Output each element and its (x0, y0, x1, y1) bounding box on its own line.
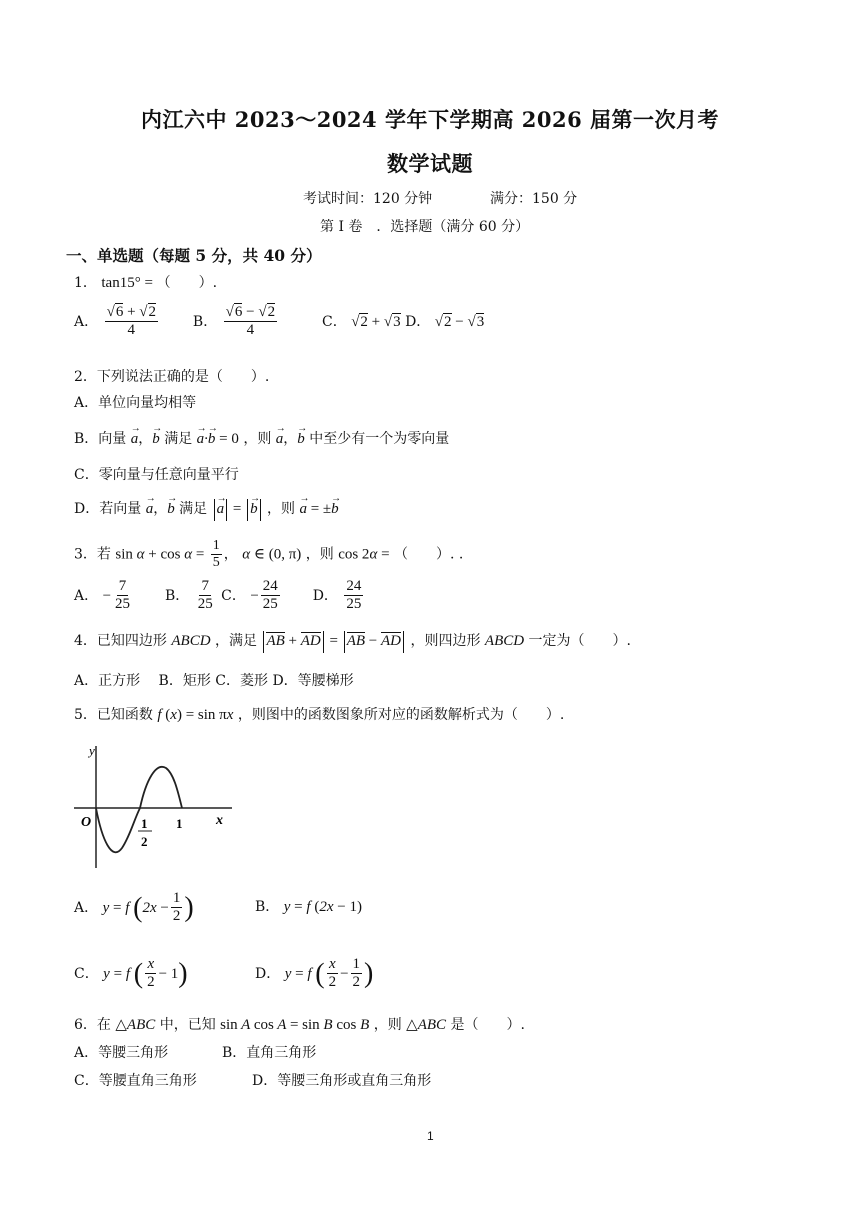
question-2-option-b: B．向量 → a，→ b 满足 → a·→ b = 0 ，则 → a，→ b 中至少有一个为零向量 (74, 428, 449, 448)
question-3-options: A． − $\frac{7}{25}$ B． $\frac{7}{25}$ C． − $\frac{24}{25}$ D． $\frac{24}{25}$ (74, 578, 362, 613)
question-number: 3．若 (74, 546, 111, 563)
question-text: ，则 (373, 1017, 402, 1033)
option-text: 满足 (179, 501, 208, 517)
question-text: 6．在 (74, 1017, 111, 1033)
option-a-math: $\frac{√6 + √2}{4}$ (106, 304, 157, 339)
question-5-stem: 5．已知函数 f (x) = sin πx ，则图中的函数图象所对应的函数解析式为（ ）. (74, 707, 565, 723)
option-d-math: √2 − √3 (434, 313, 485, 330)
question-text: 5．已知函数 (74, 707, 153, 723)
question-tail: （ ）. . (393, 546, 464, 563)
question-6-option-b: B．直角三角形 (222, 1045, 317, 1061)
question-text: ，满足 (215, 633, 257, 649)
full-score: 满分：150 分 (490, 191, 578, 207)
option-c-label: C． (322, 313, 347, 330)
question-5-option-a: A． y = f (2x − $\frac{1}{2}$ ) (74, 890, 194, 925)
option-text: B．向量 (74, 431, 127, 447)
question-tail: ，则图中的函数图象所对应的函数解析式为（ ）. (237, 707, 565, 723)
question-2-stem: 2．下列说法正确的是（ ）. (74, 369, 270, 385)
exam-subject: 数学试题 (387, 151, 473, 176)
option-b-math: $\frac{√6 - √2}{4}$ (225, 304, 276, 339)
option-a-label: A． (74, 899, 99, 916)
option-d-label: D． (312, 587, 338, 604)
tick-one: 1 (176, 816, 183, 831)
function-graph (64, 740, 244, 875)
sine-curve (96, 767, 182, 852)
option-c-label: C． (221, 587, 246, 604)
option-text: 中至少有一个为零向量 (309, 431, 450, 447)
question-6-option-a: A．等腰三角形 (74, 1045, 169, 1061)
option-text: D．若向量 (74, 501, 142, 517)
section-heading: 一、单选题（每题 5 分，共 40 分） (66, 246, 322, 265)
question-1-stem: 1． tan15° = （ ）. (74, 275, 218, 291)
origin-label: O (81, 815, 92, 830)
question-tail: 一定为（ ）. (528, 633, 631, 649)
question-text: 中，已知 (159, 1017, 216, 1033)
question-tail: （ ）. (156, 275, 218, 291)
option-text: ，则 (243, 431, 272, 447)
option-b-label: B． (192, 313, 218, 330)
question-text: ，则 (305, 546, 334, 563)
option-b-label: B． (255, 899, 280, 915)
tick-half-numerator: 1 (141, 816, 148, 831)
exam-time: 考试时间：120 分钟 (303, 191, 433, 207)
option-c-math: √2 + √3 (351, 313, 401, 330)
option-text: 满足 (164, 431, 193, 447)
option-a-label: A． (74, 313, 99, 330)
x-axis-label: x (216, 813, 223, 828)
question-6-option-d: D．等腰三角形或直角三角形 (252, 1073, 432, 1089)
question-5-option-b: B． y = f (2x − 1) (255, 899, 362, 915)
question-text: 4．已知四边形 (74, 633, 167, 649)
question-tail: 是（ ）. (450, 1017, 525, 1033)
question-4-options: A．正方形 B．矩形 C．菱形 D．等腰梯形 (74, 673, 354, 689)
question-2-option-d: D．若向量 → a，→ b 满足 → a = → b ，则 → a = ±→ b (74, 498, 339, 521)
question-6-option-c: C．等腰直角三角形 (74, 1073, 197, 1089)
question-2-option-a: A．单位向量均相等 (74, 395, 197, 411)
question-text: ，则四边形 (410, 633, 481, 649)
tick-half-denominator: 2 (141, 834, 148, 849)
question-1-options (74, 304, 484, 340)
option-text: ，则 (267, 501, 296, 517)
question-6-stem: 6．在 △ABC 中，已知 sin A cos A = sin B cos B ，则 △ABC 是（ ）. (74, 1017, 525, 1033)
question-5-option-c: C． y = f ( $\frac{x}{2}$ − 1) (74, 956, 188, 991)
option-c-label: C． (74, 965, 99, 982)
option-d-label: D． (255, 965, 281, 982)
page-number: 1 (427, 1129, 434, 1143)
question-2-option-c: C．零向量与任意向量平行 (74, 467, 239, 483)
question-5-option-d: D． y = f ( $\frac{x}{2}$ − $\frac{1}{2}$ ) (255, 956, 374, 991)
y-axis-label: y (89, 743, 95, 758)
question-4-stem: 4．已知四边形 ABCD ，满足 AB + AD = AB − AD ，则四边形 ABCD 一定为（ ）. (74, 630, 631, 653)
option-b-label: B． (164, 587, 190, 604)
question-3-stem: 3．若 sin α + cos α = $\frac{1}{5}$ ， α ∈ (0, π) ，则 cos 2α = （ ）. . (74, 538, 464, 571)
exam-title: 内江六中 2023～2024 学年下学期高 2026 届第一次月考 (140, 107, 720, 132)
option-d-label: D． (405, 313, 431, 330)
question-number: 1． (74, 275, 97, 291)
volume-label: 第 I 卷 ．选择题（满分 60 分） (320, 219, 530, 235)
option-a-label: A． (74, 587, 99, 604)
